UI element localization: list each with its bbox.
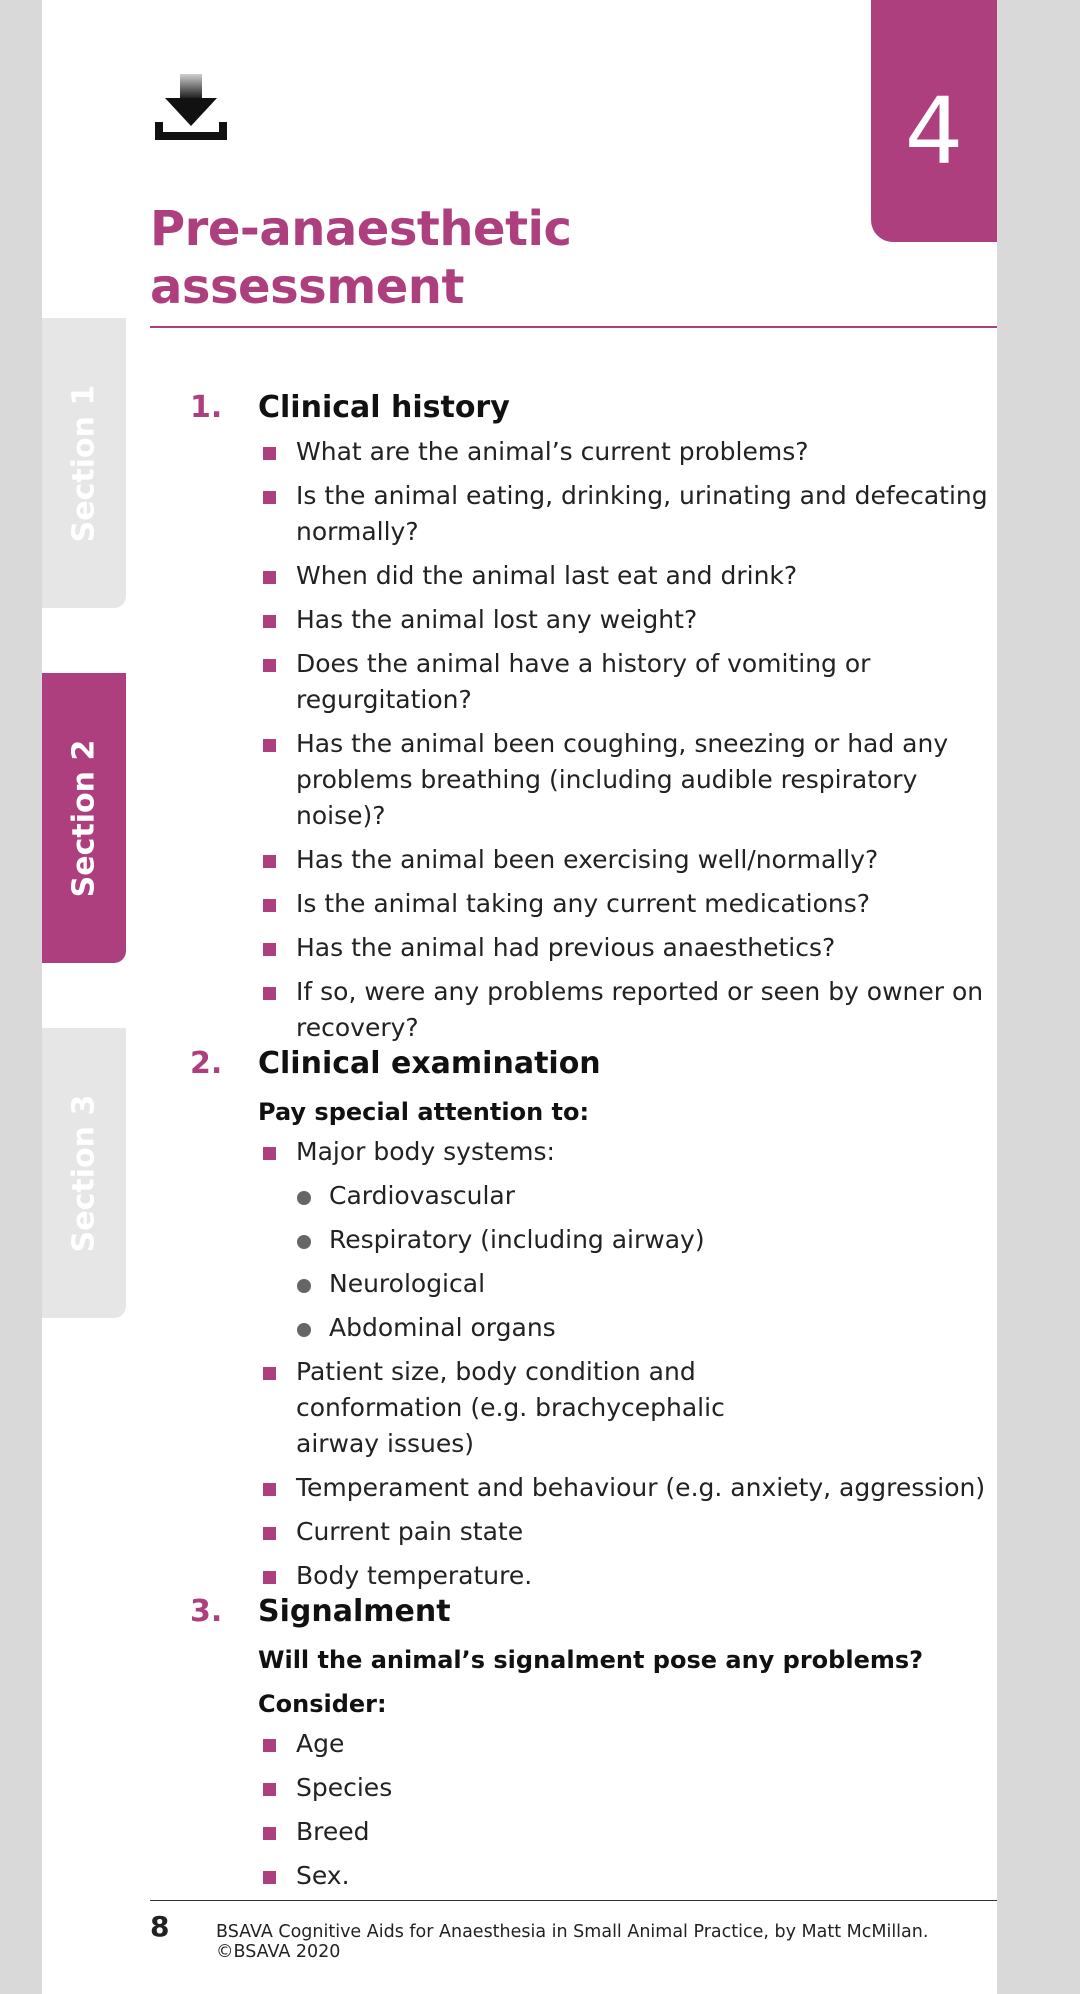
section-signalment: [190, 1594, 990, 1902]
list-item: Major body systems:: [190, 1134, 990, 1170]
list-item: Temperament and behaviour (e.g. anxiety, aggression): [190, 1470, 990, 1506]
download-icon[interactable]: [155, 72, 227, 146]
list-item: Species: [190, 1770, 990, 1806]
section-intro: Pay special attention to:: [258, 1098, 590, 1126]
section-title: Clinical examination: [258, 1046, 601, 1081]
list-item: Is the animal taking any current medications?: [190, 886, 990, 922]
list-item: Has the animal been coughing, sneezing or had any problems breathing (including audible respiratory noise)?: [190, 726, 990, 834]
section-clinical-history: [190, 390, 990, 1054]
list-item: Sex.: [190, 1858, 990, 1894]
list-item: Patient size, body condition and conformation (e.g. brachycephalic airway issues): [190, 1354, 990, 1462]
tab-section-3[interactable]: [42, 1028, 126, 1318]
section-heading: [190, 1594, 990, 1638]
sub-list-item: Neurological: [190, 1266, 990, 1302]
page-title: [150, 200, 571, 316]
bullet-list: [190, 1726, 990, 1894]
title-divider: [150, 326, 997, 328]
footer-text: BSAVA Cognitive Aids for Anaesthesia in Small Animal Practice, by Matt McMillan. ©BSAVA 2020: [216, 1922, 929, 1962]
section-title: Signalment: [258, 1594, 451, 1629]
tab-label: Section 1: [66, 384, 102, 542]
list-item: If so, were any problems reported or seen by owner on recovery?: [190, 974, 990, 1046]
list-item: Is the animal eating, drinking, urinating and defecating normally?: [190, 478, 990, 550]
list-item: Age: [190, 1726, 990, 1762]
chapter-number: 4: [904, 77, 964, 185]
tab-section-1[interactable]: [42, 318, 126, 608]
list-item: Body temperature.: [190, 1558, 990, 1594]
list-item: When did the animal last eat and drink?: [190, 558, 990, 594]
section-heading: [190, 1046, 990, 1090]
tab-label: Section 3: [66, 1094, 102, 1252]
section-number: 2.: [190, 1046, 223, 1081]
list-item: Has the animal been exercising well/normally?: [190, 842, 990, 878]
section-clinical-examination: [190, 1046, 990, 1602]
page: [42, 0, 997, 1994]
section-heading: [190, 390, 990, 434]
bullet-list: [190, 1134, 990, 1594]
tab-label: Section 2: [66, 739, 102, 897]
section-title: Clinical history: [258, 390, 510, 425]
title-line-2: assessment: [150, 259, 464, 315]
sub-list-item: Cardiovascular: [190, 1178, 990, 1214]
sub-list-item: Respiratory (including airway): [190, 1222, 990, 1258]
list-item: Current pain state: [190, 1514, 990, 1550]
chapter-badge: [871, 0, 997, 242]
list-item: Has the animal had previous anaesthetics?: [190, 930, 990, 966]
section-number: 1.: [190, 390, 223, 425]
section-intro: Will the animal’s signalment pose any problems? Consider:: [258, 1646, 924, 1718]
list-item: What are the animal’s current problems?: [190, 434, 990, 470]
page-number: 8: [150, 1910, 170, 1943]
section-number: 3.: [190, 1594, 223, 1629]
footer-divider: [150, 1900, 997, 1901]
sub-list-item: Abdominal organs: [190, 1310, 990, 1346]
list-item: Has the animal lost any weight?: [190, 602, 990, 638]
list-item: Breed: [190, 1814, 990, 1850]
bullet-list: [190, 434, 990, 1046]
list-item: Does the animal have a history of vomiting or regurgitation?: [190, 646, 990, 718]
title-line-1: Pre-anaesthetic: [150, 201, 572, 257]
tab-section-2[interactable]: [42, 673, 126, 963]
